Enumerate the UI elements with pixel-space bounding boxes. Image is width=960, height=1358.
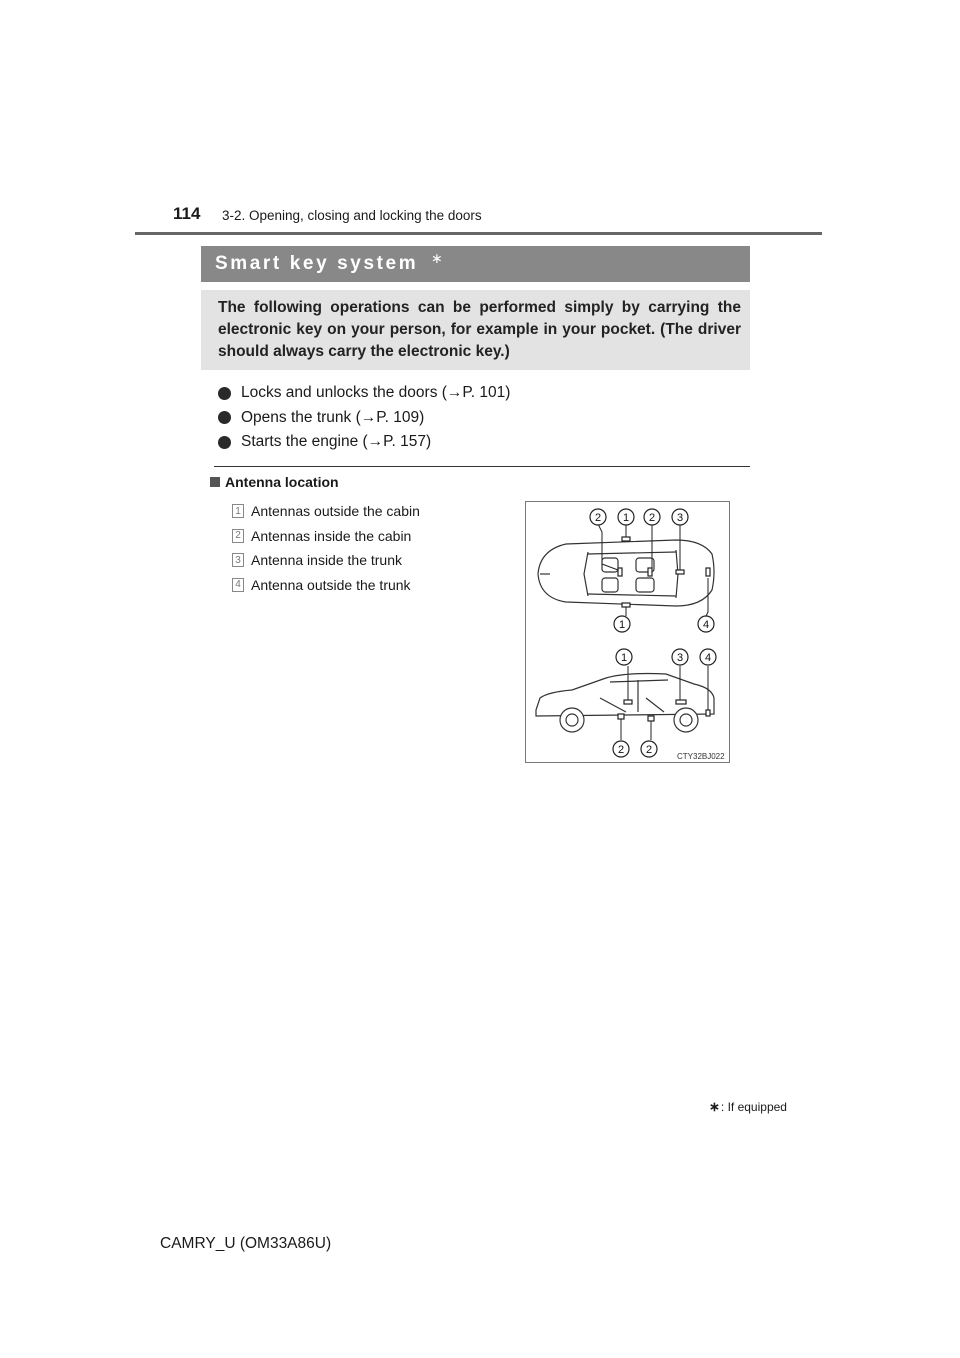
legend-label: Antenna inside the trunk: [251, 552, 402, 569]
legend-item: [232, 548, 420, 573]
running-header: 3-2. Opening, closing and locking the doors: [222, 208, 482, 223]
figure-code: CTY32BJ022: [677, 752, 725, 761]
list-item-text: Starts the engine (→P. 157): [241, 433, 432, 451]
list-item-text: Opens the trunk (→P. 109): [241, 408, 425, 426]
list-item-text: Locks and unlocks the doors (→P. 101): [241, 384, 511, 402]
header-rule: [135, 232, 822, 235]
callout-label: 3: [676, 512, 684, 524]
callout-label: 4: [704, 652, 712, 664]
list-item: [218, 430, 510, 455]
callout-label: 1: [618, 619, 626, 631]
antenna-figure: [525, 501, 730, 763]
callout-label: 2: [594, 512, 602, 524]
side-view-leaders: [621, 666, 708, 740]
section-title: Smart key system: [215, 253, 419, 274]
top-view-leaders: [598, 524, 708, 616]
bullet-icon: [218, 411, 231, 424]
antenna-legend: [232, 499, 420, 597]
antenna-heading-text: Antenna location: [225, 474, 339, 490]
intro-box: [201, 290, 750, 370]
callout-label: 3: [676, 652, 684, 664]
legend-item: [232, 524, 420, 549]
bullet-icon: [218, 436, 231, 449]
bullet-icon: [218, 387, 231, 400]
antenna-heading: [210, 474, 339, 490]
page-number: 114: [173, 204, 201, 223]
legend-number-box: 3: [232, 553, 244, 567]
square-bullet-icon: [210, 477, 220, 487]
legend-item: [232, 499, 420, 524]
car-diagram: [526, 502, 731, 764]
callout-label: 2: [645, 744, 653, 756]
list-item: [218, 381, 510, 406]
callout-label: 2: [617, 744, 625, 756]
top-view-antennas: [618, 537, 710, 607]
callout-label: 1: [620, 652, 628, 664]
legend-label: Antennas inside the cabin: [251, 527, 412, 544]
legend-label: Antenna outside the trunk: [251, 576, 411, 593]
asterisk-icon: ∗: [709, 1099, 720, 1114]
callout-label: 4: [702, 619, 710, 631]
legend-item: [232, 573, 420, 598]
footnote-text: : If equipped: [720, 1100, 787, 1114]
intro-text: The following operations can be performed simply by carrying the electronic key on your person, for example in your pocket. (The driver should always carry the electronic key.): [218, 299, 741, 360]
feature-list: [218, 381, 510, 455]
section-title-bar: [201, 246, 750, 282]
legend-number-box: 1: [232, 504, 244, 518]
callout-label: 1: [622, 512, 630, 524]
section-rule: [214, 466, 750, 467]
document-id: CAMRY_U (OM33A86U): [160, 1235, 332, 1252]
legend-number-box: 2: [232, 529, 244, 543]
list-item: [218, 406, 510, 431]
legend-number-box: 4: [232, 578, 244, 592]
legend-label: Antennas outside the cabin: [251, 503, 420, 520]
callout-label: 2: [648, 512, 656, 524]
top-view-car: [538, 540, 714, 606]
title-asterisk-icon: ∗: [431, 250, 443, 266]
footnote: [709, 1099, 787, 1115]
